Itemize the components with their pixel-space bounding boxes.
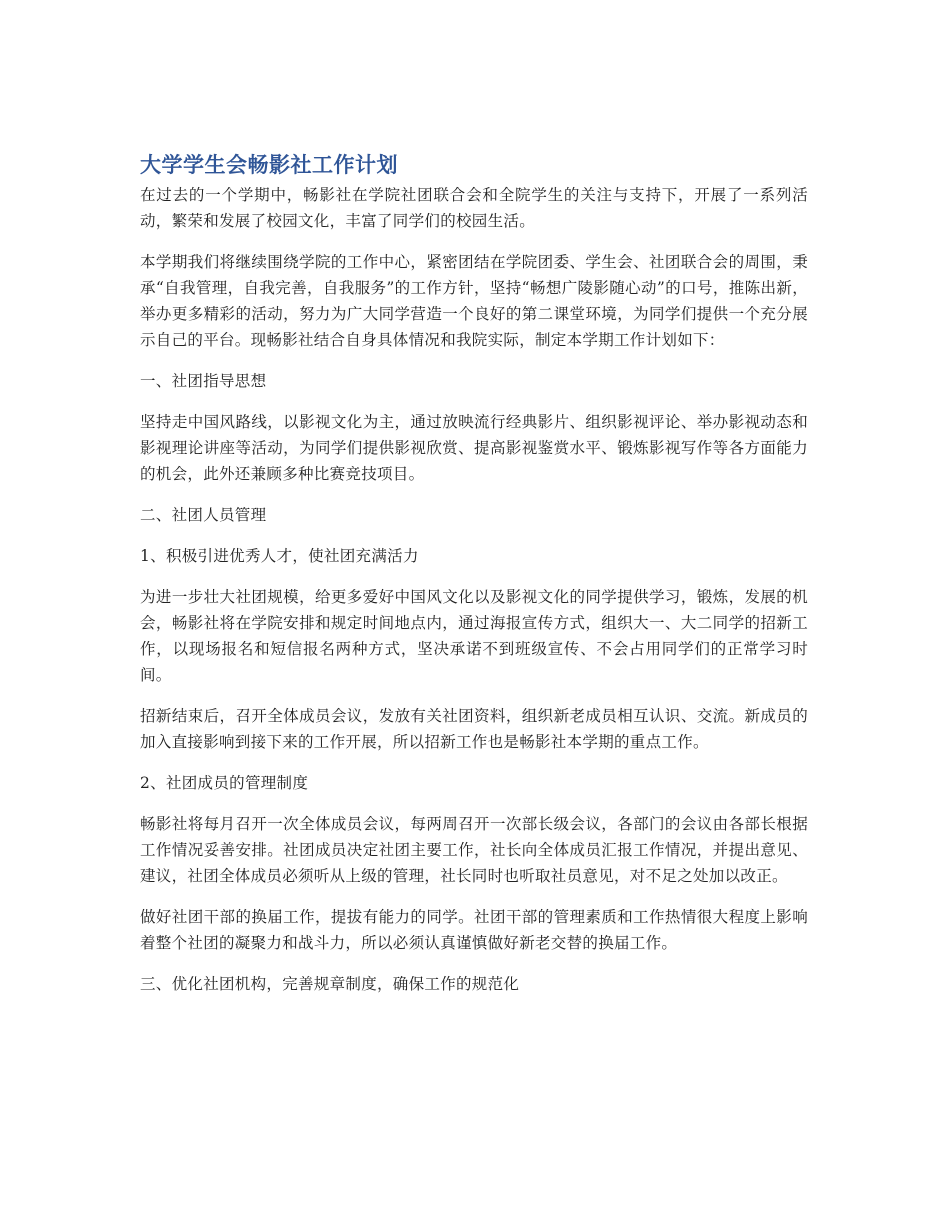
paragraph-guiding-ideology: 坚持走中国风路线，以影视文化为主，通过放映流行经典影片、组织影视评论、举办影视动态和影视理论讲座等活动，为同学们提供影视欣赏、提高影视鉴赏水平、锻炼影视写作等各方面能力的机会，此外还兼顾多种比赛竞技项目。 [140,413,808,483]
section-heading-guiding-ideology: 一、社团指导思想 [140,372,267,390]
paragraph-recruitment: 为进一步壮大社团规模，给更多爱好中国风文化以及影视文化的同学提供学习，锻炼，发展的机会，畅影社将在学院安排和规定时间地点内，通过海报宣传方式，组织大一、大二同学的招新工作，以现场报名和短信报名两种方式，坚决承诺不到班级宣传、不会占用同学们的正常学习时间。 [140,588,808,684]
section-heading-member-management: 二、社团人员管理 [140,506,267,524]
paragraph-intro: 在过去的一个学期中，畅影社在学院社团联合会和全院学生的关注与支持下，开展了一系列活动，繁荣和发展了校园文化，丰富了同学们的校园生活。 [140,186,808,230]
section-heading-optimize-structure: 三、优化社团机构，完善规章制度，确保工作的规范化 [140,975,520,993]
paragraph-after-recruitment: 招新结束后，召开全体成员会议，发放有关社团资料，组织新老成员相互认识、交流。新成员的加入直接影响到接下来的工作开展，所以招新工作也是畅影社本学期的重点工作。 [140,707,808,751]
subsection-heading-management-system: 2、社团成员的管理制度 [140,774,309,792]
document-title: 大学学生会畅影社工作计划 [140,153,398,177]
paragraph-semester-goals: 本学期我们将继续围绕学院的工作中心，紧密团结在学院团委、学生会、社团联合会的周围，秉承“自我管理，自我完善，自我服务”的工作方针，坚持“畅想广陵影随心动”的口号，推陈出新，举办更多精彩的活动，努力为广大同学营造一个良好的第二课堂环境，为同学们提供一个充分展示自己的平台。现畅影社结合自身具体情况和我院实际，制定本学期工作计划如下： [140,253,808,349]
paragraph-leadership-transition: 做好社团干部的换届工作，提拔有能力的同学。社团干部的管理素质和工作热情很大程度上影响着整个社团的凝聚力和战斗力，所以必须认真谨慎做好新老交替的换届工作。 [140,908,808,952]
document-page [140,150,808,1012]
subsection-heading-recruit-talent: 1、积极引进优秀人才，使社团充满活力 [140,547,419,565]
paragraph-meetings: 畅影社将每月召开一次全体成员会议，每两周召开一次部长级会议，各部门的会议由各部长根据工作情况妥善安排。社团成员决定社团主要工作，社长向全体成员汇报工作情况，并提出意见、建议，社团全体成员必须听从上级的管理，社长同时也听取社员意见，对不足之处加以改正。 [140,815,808,885]
